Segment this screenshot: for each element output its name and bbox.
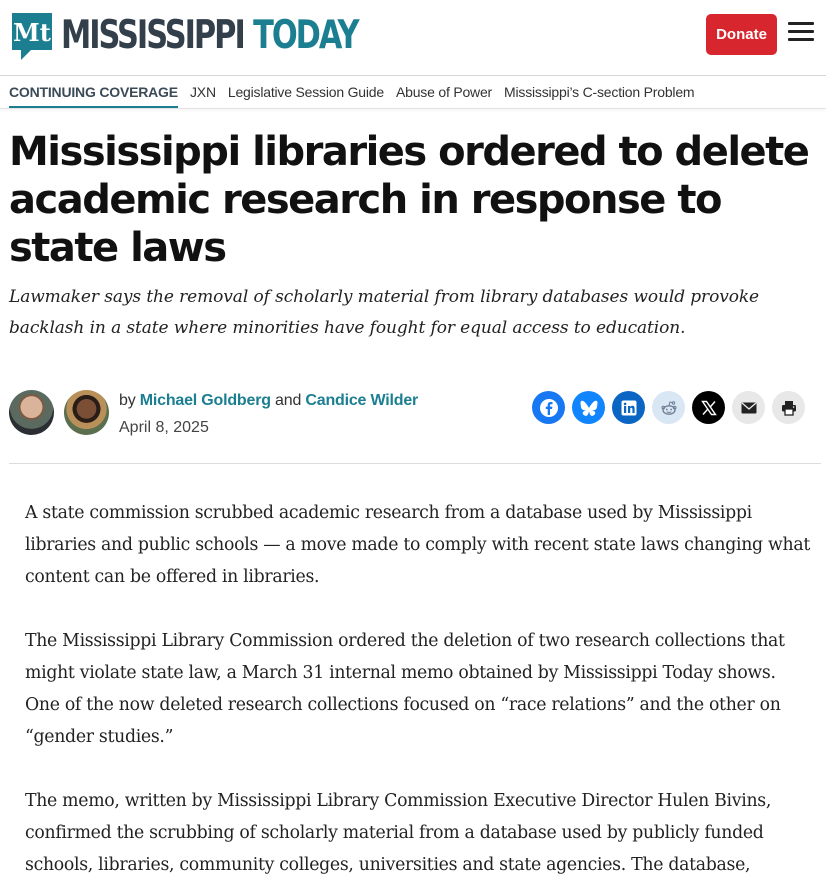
facebook-icon[interactable] bbox=[532, 391, 565, 424]
article-paragraph: A state commission scrubbed academic research from a database used by Mississippi libraries and public schools — a move made to comply with recent state laws changing what content can be offered in libraries. bbox=[25, 503, 810, 587]
x-icon[interactable] bbox=[692, 391, 725, 424]
author-avatar-2[interactable] bbox=[64, 390, 109, 435]
article-paragraph: The memo, written by Mississippi Library Commission Executive Director Hulen Bivins, confirmed the scrubbing of scholarly material from a database used by publicly funded schools, libraries, community colleges, universities and state agencies. The database, bbox=[25, 791, 772, 875]
article-paragraph: The Mississippi Library Commission ordered the deletion of two research collections that might violate state law, a March 31 internal memo obtained by Mississippi Today shows. One of the now deleted research collections focused on “race relations” and the other on “gender studies.” bbox=[25, 631, 785, 747]
donate-button[interactable]: Donate bbox=[706, 14, 777, 55]
author-link-1[interactable]: Michael Goldberg bbox=[139, 392, 271, 409]
continuing-coverage-nav bbox=[0, 77, 826, 109]
byline-and: and bbox=[275, 392, 302, 409]
share-buttons bbox=[532, 391, 812, 424]
author-avatar-1[interactable] bbox=[9, 390, 54, 435]
logo-mark-text: Mt bbox=[13, 18, 51, 47]
continuing-coverage-label: CONTINUING COVERAGE bbox=[9, 84, 178, 108]
print-icon[interactable] bbox=[772, 391, 805, 424]
logo-word-1: MISSISSIPPI bbox=[61, 13, 244, 58]
byline bbox=[119, 392, 418, 410]
site-logo[interactable] bbox=[9, 10, 441, 62]
reddit-icon[interactable] bbox=[652, 391, 685, 424]
coverage-link-c-section[interactable]: Mississippi’s C-section Problem bbox=[504, 84, 695, 100]
logo-wordmark bbox=[61, 14, 357, 58]
logo-word-2: TODAY bbox=[253, 13, 358, 58]
site-header bbox=[0, 0, 826, 76]
author-link-2[interactable]: Candice Wilder bbox=[305, 392, 419, 409]
hamburger-icon[interactable] bbox=[788, 22, 814, 46]
coverage-link-abuse-of-power[interactable]: Abuse of Power bbox=[395, 84, 493, 100]
byline-prefix: by bbox=[119, 392, 136, 409]
byline-row bbox=[9, 388, 821, 444]
logo-mark-icon bbox=[9, 10, 55, 62]
byline-divider bbox=[9, 463, 821, 464]
publish-date: April 8, 2025 bbox=[119, 419, 209, 436]
coverage-link-legislative-session[interactable]: Legislative Session Guide bbox=[227, 84, 384, 100]
coverage-links bbox=[190, 84, 706, 100]
article-body bbox=[25, 497, 815, 878]
linkedin-icon[interactable] bbox=[612, 391, 645, 424]
article-headline: Mississippi libraries ordered to delete academic research in response to state laws bbox=[9, 129, 809, 271]
email-icon[interactable] bbox=[732, 391, 765, 424]
bluesky-icon[interactable] bbox=[572, 391, 605, 424]
article-dek: Lawmaker says the removal of scholarly material from library databases would provoke backlash in a state where minorities have fought for equal access to education. bbox=[9, 287, 760, 338]
coverage-link-jxn[interactable]: JXN bbox=[190, 84, 216, 100]
